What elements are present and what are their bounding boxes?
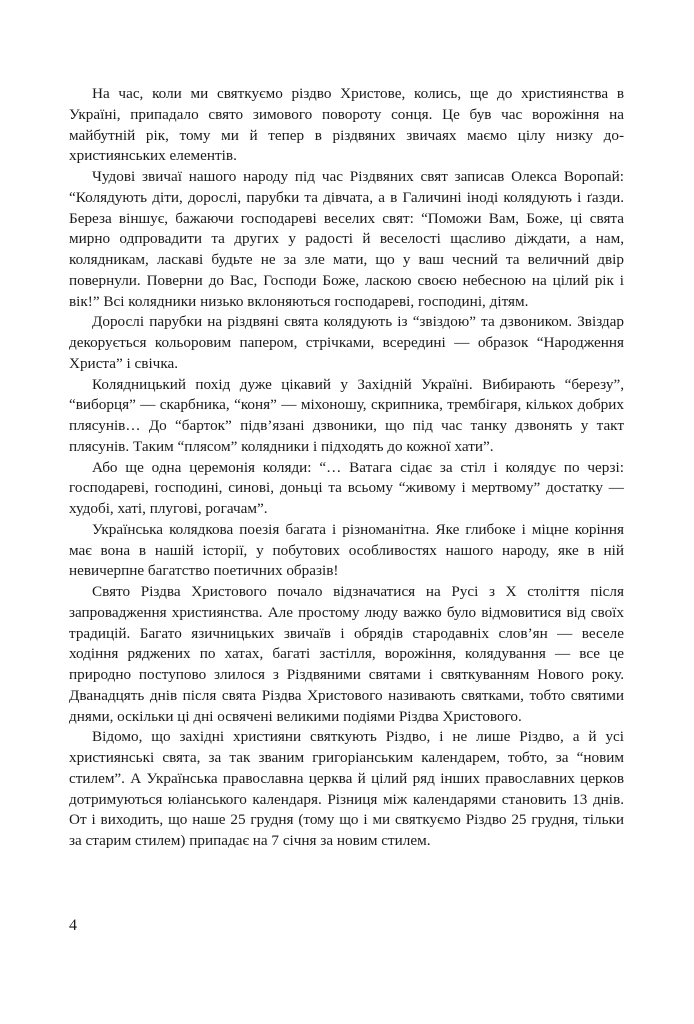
paragraph-1: На час, коли ми святкуємо різдво Христове, колись, ще до християнства в Україні, припадало свято зимового повороту сонця. Це був час ворожіння на майбутній рік, тому ми й тепер в різдвяних звичаях маємо цілу низку дохристиянських елементів. xyxy=(69,85,624,165)
paragraph-2: Чудові звичаї нашого народу під час Різдвяних свят записав Олекса Воропай: “Колядують діти, дорослі, парубки та дівчата, а в Галичині іноді колядують і ґазди. Береза віншує, бажаючи господареві веселих свят: “Поможи Вам, Боже, ці свята мирно одпровадити та других у радості й веселості щасливо діждати, а нам, колядникам, ласкаві будьте не за зле мати, що у ваш чесний та величний двір повернули. Поверни до Вас, Господи Боже, ласкою своєю небесною на цілий рік і вік!” Всі колядники низько вклоняються господареві, господині, дітям. xyxy=(69,168,624,310)
paragraph-8: Відомо, що західні християни святкують Різдво, і не лише Різдво, а й усі християнські свята, за так званим григоріанським календарем, тобто, за “новим стилем”. А Українська православна церква й цілий ряд інших православних церков дотримуються юліанського календаря. Різниця між календарями становить 13 днів. От і виходить, що наше 25 грудня (тому що і ми святкуємо Різдво 25 грудня, тільки за старим стилем) припадає на 7 січня за новим стилем. xyxy=(69,728,624,849)
paragraph-3: Дорослі парубки на різдвяні свята колядують із “звіздою” та дзвоником. Звіздар декорується кольоровим папером, стрічками, всередині — образок “Народження Христа” і свічка. xyxy=(69,313,624,372)
paragraph-4: Колядницький похід дуже цікавий у Західній Україні. Вибирають “березу”, “виборця” — скарбника, “коня” — міхоношу, скрипника, трембігаря, кількох добрих плясунів… До “барток” підв’язані дзвоники, що під час танку дзвонять у такт плясунів. Таким “плясом” колядники і підходять до кожної хати”. xyxy=(69,375,624,455)
page-number: 4 xyxy=(69,917,77,934)
paragraph-6: Українська колядкова поезія багата і різноманітна. Яке глибоке і міцне коріння має вона в нашій історії, у побутових особливостях нашого народу, яке в ній невичерпне багатство поетичних образів! xyxy=(69,520,624,580)
body-text xyxy=(69,84,624,852)
paragraph-5: Або ще одна церемонія коляди: “… Ватага сідає за стіл і колядує по черзі: господареві, господині, синові, доньці та всьому “живому і мертвому” достатку — худобі, хаті, плугові, рогачам”. xyxy=(69,458,624,517)
paragraph-7: Свято Різдва Христового почало відзначатися на Русі з Х століття після запровадження християнства. Але простому люду важко було відмовитися від своїх традицій. Багато язичницьких звичаїв і обрядів стародавніх слов’ян — веселе ходіння ряджених по хатах, багаті застілля, ворожіння, колядування — все це природно поступово злилося з Різдвяними святами і святкуванням Нового року. Дванадцять днів після свята Різдва Христового називають святками, тобто святими днями, оскільки ці дні освячені великими подіями Різдва Христового. xyxy=(69,583,624,725)
